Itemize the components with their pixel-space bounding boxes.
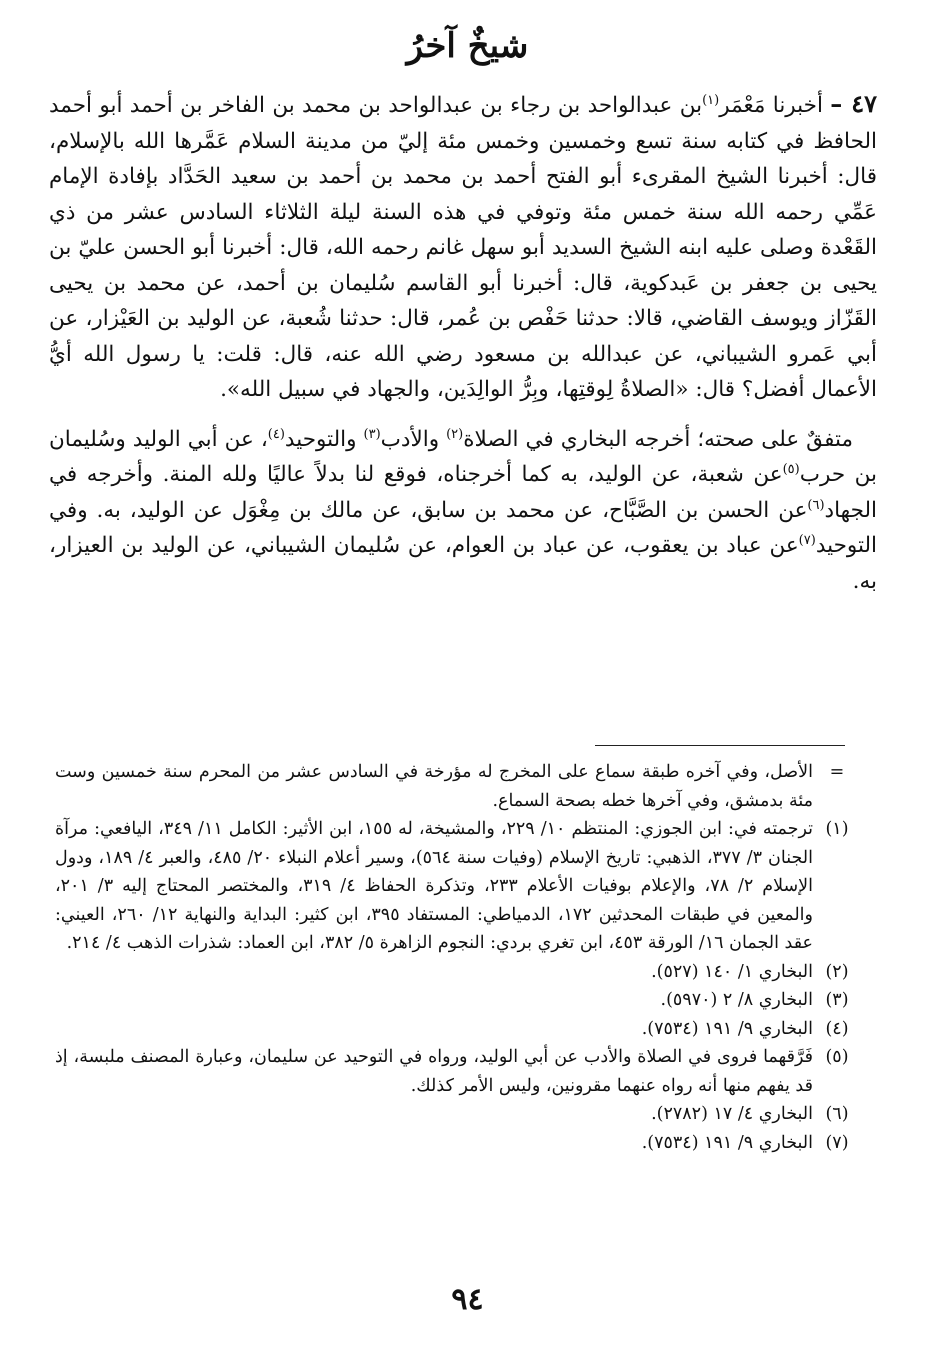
takhrij-text-7: عن عباد بن يعقوب، عن عباد بن العوام، عن سُليمان الشيباني، عن الوليد بن العيزار، به. xyxy=(49,533,877,594)
footnote-text: فَرَّقهما فروى في الصلاة والأدب عن أبي الوليد، ورواه في التوحيد عن سليمان، وعبارة المصنف ملبسة، إذ قد يفهم منها أنه رواه عنهما مقرونين، وليس الأمر كذلك. xyxy=(55,1047,813,1096)
footnote-number: (٦) xyxy=(825,1104,849,1124)
footnote-4 xyxy=(55,1015,855,1044)
footnote-text: البخاري ٤/ ١٧ (٢٧٨٢). xyxy=(651,1104,813,1124)
hadith-paragraph xyxy=(49,86,877,408)
hadith-number: ٤٧ – xyxy=(830,89,877,118)
footnotes-section xyxy=(55,758,855,1157)
takhrij-text-2: والأدب xyxy=(380,426,447,452)
hadith-opening: أخبرنا مَعْمَر xyxy=(719,93,823,118)
takhrij-text-1: متفقٌ على صحته؛ أخرجه البخاري في الصلاة xyxy=(463,426,853,452)
footnote-number: (٧) xyxy=(825,1132,849,1153)
footnote-ref-3[interactable]: (٣) xyxy=(363,426,381,442)
footnote-text: البخاري ١/ ١٤٠ (٥٢٧). xyxy=(651,961,813,982)
footnote-6 xyxy=(55,1100,855,1129)
footnote-3 xyxy=(55,986,855,1015)
footnote-1 xyxy=(55,815,855,958)
footnote-text: الأصل، وفي آخره طبقة سماع على المخرج له مؤرخة في السادس عشر من المحرم سنة خمسين وست مئة بدمشق، وفي آخرها خطه بصحة السماع. xyxy=(55,762,813,811)
main-text xyxy=(49,86,877,599)
footnote-number: (٢) xyxy=(825,961,849,982)
footnote-2 xyxy=(55,958,855,987)
footnote-text: البخاري ٩/ ١٩١ (٧٥٣٤). xyxy=(641,1018,813,1039)
footnote-ref-4[interactable]: (٤) xyxy=(267,426,285,442)
footnote-continuation xyxy=(55,758,855,815)
footnote-text: ترجمته في: ابن الجوزي: المنتظم ١٠/ ٢٢٩، والمشيخة، له ١٥٥، ابن الأثير: الكامل ١١/ ٣٤٩، اليافعي: مرآة الجنان ٣/ ٣٧٧، الذهبي: تاريخ الإسلام (وفيات سنة ٥٦٤)، وسير أعلام النبلاء ٢٠/ ٤٨٥، والعبر ٤/ ١٨٩، ودول الإسلام ٢/ ٧٨، والإعلام بوفيات الأعلام ٢٣٣، وتذكرة الحفاظ ٤/ ٣١٩، والمختصر المحتاج إليه ٣/ ٢٠١، والمعين في طبقات المحدثين ١٧٢، الدمياطي: المستفاد ٣٩٥، ابن كثير: البداية والنهاية ١٢/ ٢٦٠، العيني: عقد الجمان ١٦/ الورقة ٤٥٣، ابن تغري بردي: النجوم الزاهرة ٥/ ٣٨٢، ابن العماد: شذرات الذهب ٤/ ٢١٤. xyxy=(55,819,814,953)
takhrij-text-3: والتوحيد xyxy=(284,426,364,452)
footnote-divider xyxy=(595,745,845,746)
takhrij-text-4: ، عن أبي الوليد وسُليمان بن حرب xyxy=(49,426,877,487)
takhrij-paragraph xyxy=(49,422,877,600)
page-number: ٩٤ xyxy=(451,1282,484,1317)
takhrij-text-6: عن الحسن بن الصَّبَّاح، عن محمد بن سابق، عن مالك بن مِغْوَل عن الوليد، به. وفي التوحيد xyxy=(49,497,877,558)
footnote-number: = xyxy=(829,762,845,782)
footnote-number: (١) xyxy=(825,819,849,839)
footnote-number: (٣) xyxy=(825,990,849,1010)
footnote-number: (٥) xyxy=(825,1047,849,1067)
footnote-number: (٤) xyxy=(825,1018,849,1039)
footnote-5 xyxy=(55,1043,855,1100)
footnote-ref-2[interactable]: (٢) xyxy=(446,426,464,442)
takhrij-text-5: عن شعبة، عن الوليد، به كما أخرجناه، فوقع لنا بدلاً عاليًا ولله المنة. وأخرجه في الجهاد xyxy=(49,462,877,523)
footnote-ref-5[interactable]: (٥) xyxy=(782,461,800,477)
footnote-7 xyxy=(55,1129,855,1158)
footnote-ref-6[interactable]: (٦) xyxy=(807,497,825,513)
footnote-text: البخاري ٨/ ٢ (٥٩٧٠). xyxy=(660,990,813,1010)
footnote-ref-7[interactable]: (٧) xyxy=(798,532,816,548)
page-title: شيخٌ آخرُ xyxy=(406,26,529,66)
hadith-body: بن عبدالواحد بن رجاء بن عبدالواحد بن محمد بن الفاخر بن أحمد أبو أحمد الحافظ في كتابه سنة تسع وخمسين وخمس مئة إليّ من مدينة السلام عَمَّرها الله بالإسلام، قال: أخبرنا الشيخ المقرىء أبو الفتح أحمد بن محمد بن أحمد بن سعيد الحَدَّاد بإفادة الإمام عَمِّي رحمه الله سنة خمس مئة وتوفي في هذه السنة ليلة الثلاثاء السادس عشر من ذي القَعْدة وصلى عليه ابنه الشيخ السديد أبو سهل غانم رحمه الله، قال: أخبرنا أبو الحسن عليّ بن يحيى بن جعفر بن عَبدكوية، قال: أخبرنا أبو القاسم سُليمان بن أحمد، عن محمد بن يحيى القَزّاز ويوسف القاضي، قالا: حدثنا حَفْص بن عُمر، قال: حدثنا شُعبة، عن الوليد بن العَيْزار، عن أبي عَمرو الشيباني، عن عبدالله بن مسعود رضي الله عنه، قال: قلت: يا رسول الله أيُّ الأعمال أفضل؟ قال: «الصلاةُ لِوقتِها، وبِرُّ الوالِدَين، والجهاد في سبيل الله». xyxy=(49,93,877,402)
footnote-text: البخاري ٩/ ١٩١ (٧٥٣٤). xyxy=(641,1132,813,1153)
footnote-ref-1[interactable]: (١) xyxy=(702,92,720,108)
